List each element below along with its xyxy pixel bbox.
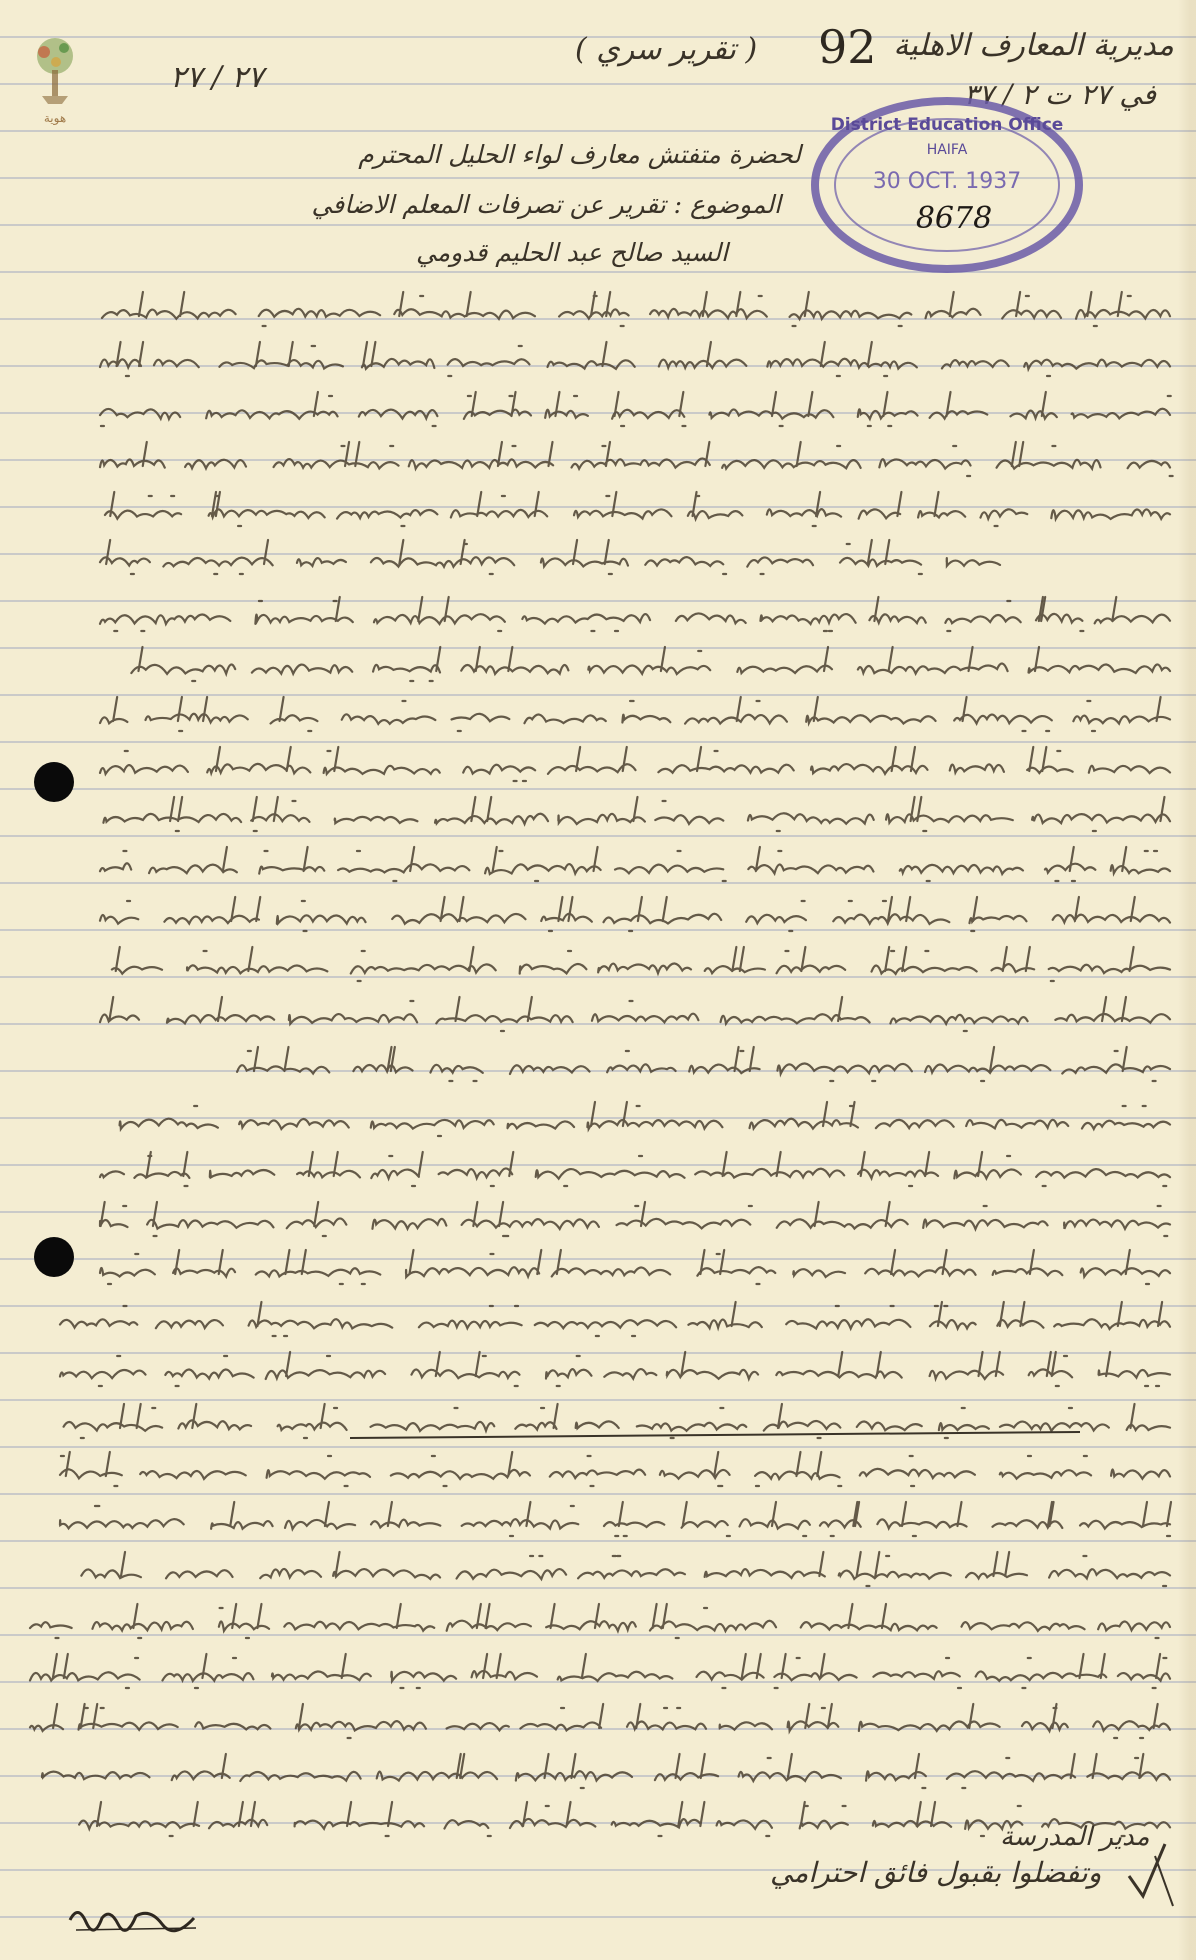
handwritten-line — [60, 1452, 1170, 1486]
handwriting-stroke — [103, 797, 1170, 831]
handwriting-stroke — [100, 847, 1170, 881]
handwriting-stroke — [100, 1152, 1170, 1186]
punch-hole-bottom — [34, 1237, 74, 1277]
handwriting-stroke — [100, 442, 1173, 476]
handwriting-stroke — [105, 492, 1170, 526]
handwriting-stroke — [100, 747, 1170, 781]
handwriting-stroke — [100, 392, 1171, 426]
handwritten-line — [100, 997, 1170, 1031]
handwritten-line — [100, 597, 1170, 631]
handwriting-stroke — [81, 1552, 1170, 1586]
signer-title: مدير المدرسة — [1000, 1822, 1150, 1852]
stamp-date: 30 OCT. 1937 — [872, 169, 1022, 194]
handwriting-stroke — [100, 1202, 1170, 1236]
handwritten-line — [30, 1704, 1170, 1738]
top-left-note: ٢٧ / ٢٧ — [170, 60, 264, 95]
handwriting-stroke — [100, 997, 1170, 1031]
handwritten-line — [105, 492, 1170, 526]
stamp-office: District Education Office — [830, 115, 1064, 135]
handwritten-line — [100, 442, 1173, 476]
stamp-city: HAIFA — [926, 142, 968, 158]
handwritten-line — [100, 897, 1170, 931]
date-line: في ٢٧ ت ٢ / ٣٧ — [963, 78, 1156, 111]
handwriting-stroke — [42, 1754, 1170, 1788]
handwritten-line — [100, 540, 1000, 574]
handwriting-stroke — [100, 697, 1170, 731]
handwritten-line — [100, 697, 1170, 731]
handwritten-line — [42, 1754, 1170, 1788]
handwriting-stroke — [60, 1302, 1170, 1336]
handwritten-line — [102, 292, 1170, 326]
underline-mark — [350, 1432, 1080, 1438]
handwriting-stroke — [100, 897, 1170, 931]
handwriting-stroke — [102, 292, 1170, 326]
handwritten-line — [81, 1552, 1170, 1586]
handwritten-line — [60, 1352, 1170, 1386]
handwritten-line — [100, 1250, 1170, 1284]
handwritten-line — [30, 1604, 1170, 1638]
handwritten-line — [60, 1302, 1170, 1336]
handwritten-line — [131, 647, 1170, 681]
handwriting-stroke — [60, 1502, 1171, 1536]
handwriting-stroke — [131, 647, 1170, 681]
handwritten-line — [100, 342, 1170, 376]
check-mark-icon — [1125, 1836, 1185, 1916]
handwriting-stroke — [120, 1102, 1170, 1136]
handwriting-stroke — [112, 947, 1170, 981]
punch-hole-top — [34, 762, 74, 802]
addressee-line: لحضرة متفتش معارف لواء الحليل المحترم — [358, 140, 801, 169]
handwriting-stroke — [100, 342, 1170, 376]
document-number: 92 — [818, 20, 877, 74]
handwriting-stroke — [30, 1604, 1170, 1638]
teacher-name-line: السيد صالح عبد الحليم قدومي — [415, 238, 728, 267]
handwriting-stroke — [100, 597, 1170, 631]
handwritten-line — [120, 1102, 1170, 1136]
handwriting-stroke — [100, 540, 1000, 574]
handwritten-line — [103, 797, 1170, 831]
office-heading: مديرية المعارف الاهلية — [893, 28, 1174, 63]
handwritten-line — [112, 947, 1170, 981]
handwriting-stroke — [60, 1452, 1170, 1486]
subject-line: الموضوع : تقرير عن تصرفات المعلم الاضافي — [311, 190, 781, 219]
handwritten-line — [100, 747, 1170, 781]
handwritten-line — [100, 1152, 1170, 1186]
handwriting-stroke — [60, 1352, 1170, 1386]
handwriting-stroke — [100, 1250, 1170, 1284]
stamp-number: 8678 — [915, 201, 993, 236]
closing-line: وتفضلوا بقبول فائق احترامي — [770, 1856, 1102, 1889]
handwriting-stroke — [237, 1047, 1170, 1081]
handwritten-line — [100, 392, 1171, 426]
signature — [66, 1900, 206, 1940]
handwritten-line — [100, 847, 1170, 881]
handwritten-line — [237, 1047, 1170, 1081]
handwritten-line — [100, 1202, 1170, 1236]
handwritten-line — [30, 1654, 1170, 1688]
logo-label: هوية — [43, 111, 67, 125]
handwriting-stroke — [30, 1654, 1170, 1688]
handwritten-line — [60, 1502, 1171, 1536]
confidential-note: ( تقرير سري ) — [575, 32, 758, 67]
handwriting-stroke — [30, 1704, 1170, 1738]
